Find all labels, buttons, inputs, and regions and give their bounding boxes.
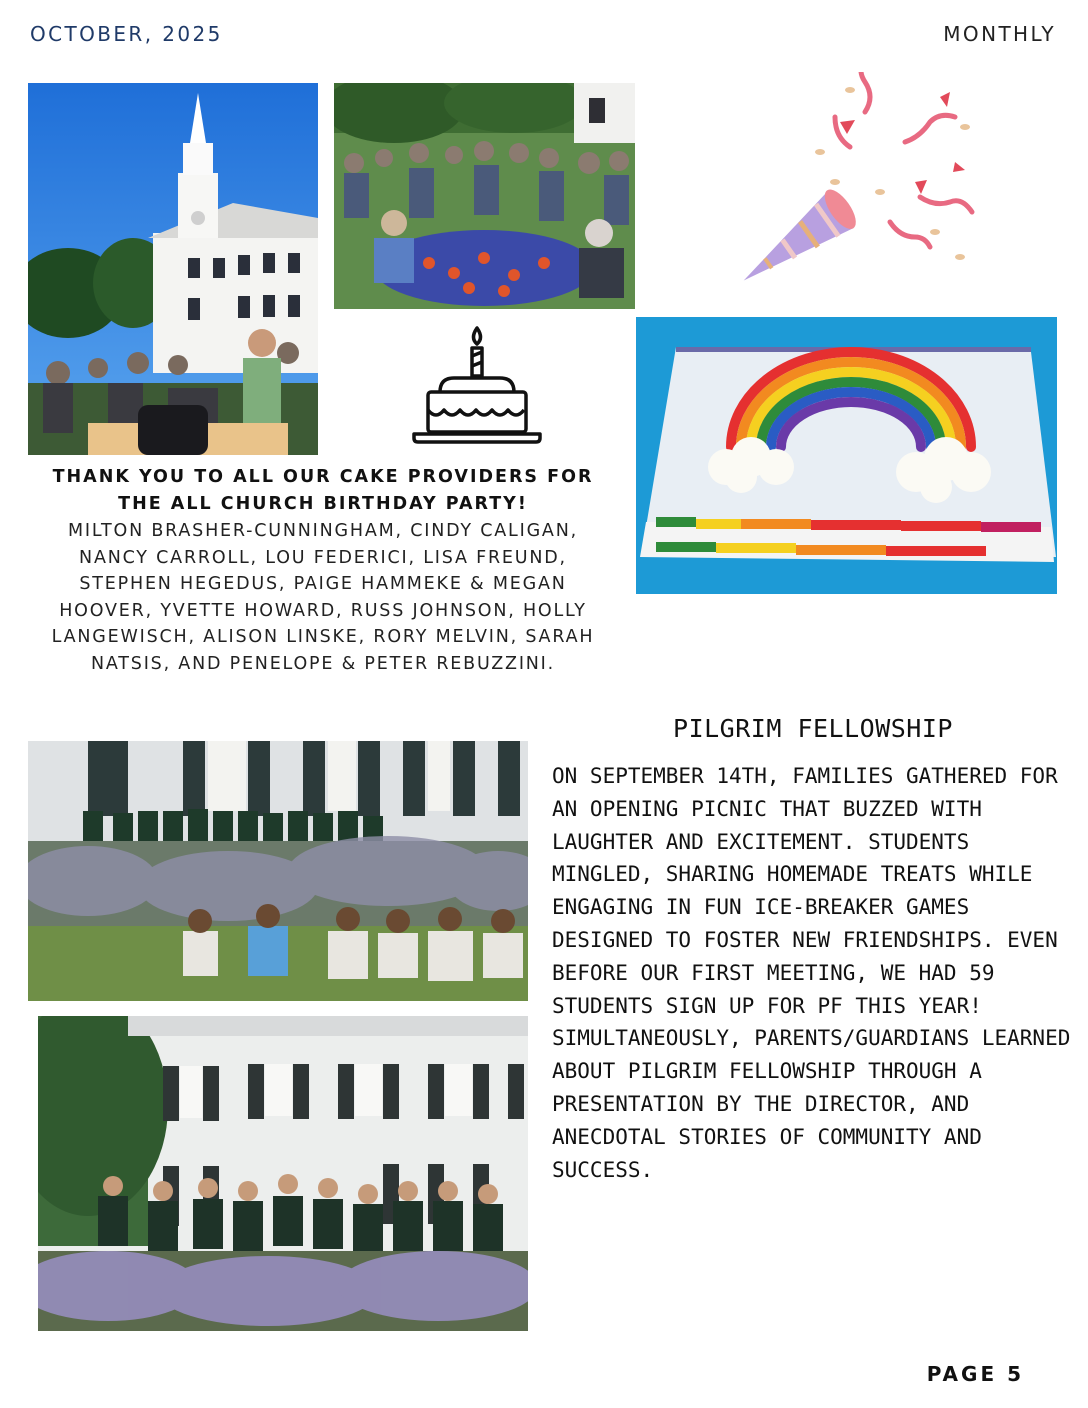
page-number: PAGE 5: [926, 1362, 1024, 1386]
birthday-cake-icon: [410, 322, 545, 452]
cake-providers-thank-you: [30, 464, 616, 678]
newsletter-date: OCTOBER, 2025: [30, 22, 223, 46]
thank-you-heading: THANK YOU TO ALL OUR CAKE PROVIDERS FOR THE ALL CHURCH BIRTHDAY PARTY!: [52, 467, 594, 514]
party-popper-icon: [715, 72, 985, 297]
newsletter-frequency: MONTHLY: [943, 22, 1056, 46]
rainbow-cake-photo: [636, 317, 1057, 594]
pilgrim-fellowship-group-photo: [28, 741, 528, 1001]
pilgrim-fellowship-article: ON SEPTEMBER 14TH, FAMILIES GATHERED FOR AN OPENING PICNIC THAT BUZZED WITH LAUGHTER AND EXCITEMENT. STUDENTS MINGLED, SHARING HOMEMADE TREATS WHILE ENGAGING IN FUN ICE-BREAKER GAMES DESIGNED TO FOSTER NEW FRIENDSHIPS. EVEN BEFORE OUR FIRST MEETING, WE HAD 59 STUDENTS SIGN UP FOR PF THIS YEAR! SIMULTANEOUSLY, PARENTS/GUARDIANS LEARNED ABOUT PILGRIM FELLOWSHIP THROUGH A PRESENTATION BY THE DIRECTOR, AND ANECDOTAL STORIES OF COMMUNITY AND SUCCESS.: [552, 764, 1071, 1182]
pilgrim-fellowship-students-photo: [38, 1016, 528, 1331]
pilgrim-fellowship-heading: PILGRIM FELLOWSHIP: [673, 714, 953, 743]
picnic-gathering-photo: [334, 83, 635, 309]
cake-providers-list: MILTON BRASHER-CUNNINGHAM, CINDY CALIGAN, NANCY CARROLL, LOU FEDERICI, LISA FREUND, STEPHEN HEGEDUS, PAIGE HAMMEKE & MEGAN HOOVER, YVETTE HOWARD, RUSS JOHNSON, HOLLY LANGEWISCH, ALISON LINSKE, RORY MELVIN, SARAH NATSIS, AND PENELOPE & PETER REBUZZINI.: [51, 521, 595, 674]
church-steeple-photo: [28, 83, 318, 455]
